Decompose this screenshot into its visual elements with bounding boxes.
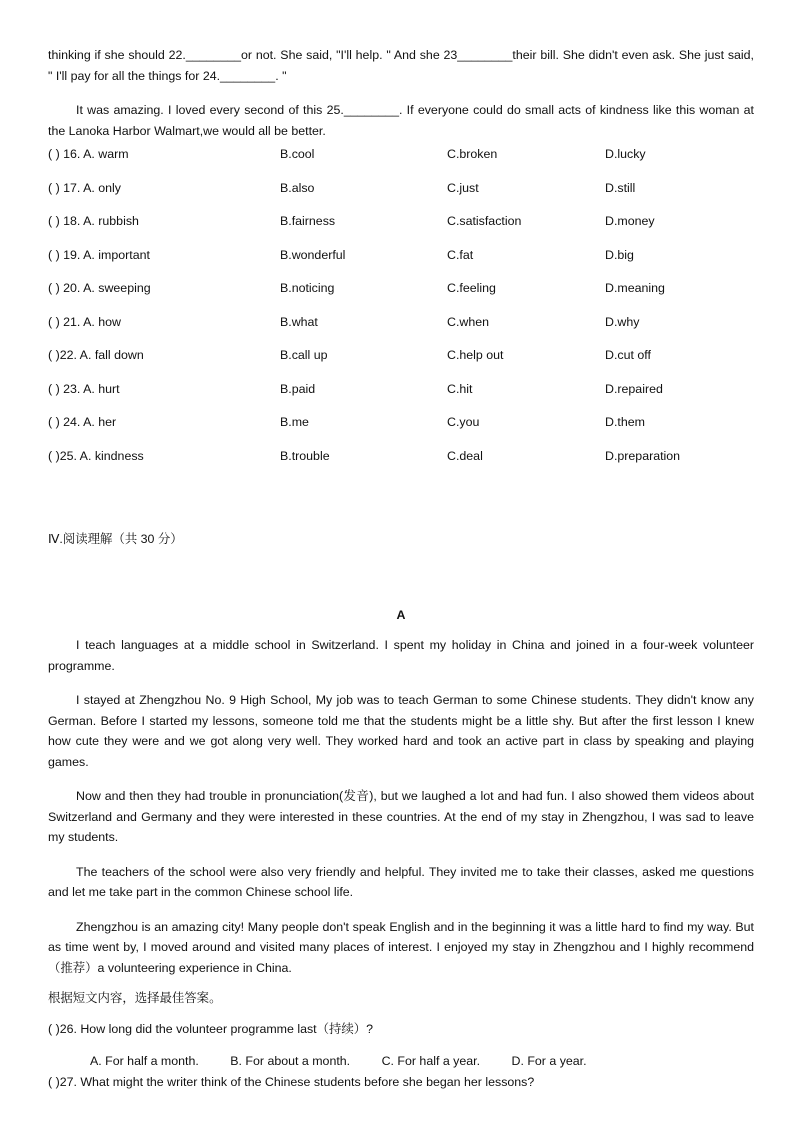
- option-row-24: [48, 412, 754, 446]
- option-a: ( )25. A. kindness: [48, 448, 144, 463]
- option-d: D.preparation: [605, 448, 681, 463]
- option-c: C.you: [447, 415, 480, 429]
- option-row-23: [48, 379, 754, 413]
- option-c: C.feeling: [447, 281, 496, 295]
- passage-heading: A: [396, 607, 406, 622]
- option-row-20: [48, 278, 754, 312]
- option-c: C.help out: [447, 348, 504, 362]
- question-26-options: [48, 1051, 754, 1072]
- option-b: B.me: [280, 415, 309, 429]
- option-b: B.also: [280, 180, 315, 195]
- option-d: D.meaning: [605, 281, 665, 295]
- option-a: ( ) 17. A. only: [48, 180, 122, 195]
- option-b: B.trouble: [280, 448, 330, 463]
- option-d: D.repaired: [605, 381, 663, 396]
- question-26-option-b: B. For about a month.: [230, 1054, 351, 1068]
- option-d: D.cut off: [605, 348, 651, 362]
- question-26-option-c: C. For half a year.: [381, 1054, 481, 1068]
- passage-paragraph-5: Zhengzhou is an amazing city! Many people don't speak English and in the beginning it was a little hard to find my way. But as time went by, I moved around and visited many places of interest. I enjoyed my stay in Zhengzhou and I highly recommend（推荐）a volunteering experience in China.: [48, 919, 754, 975]
- option-row-18: [48, 211, 754, 245]
- option-row-21: [48, 312, 754, 346]
- passage-paragraph-3: Now and then they had trouble in pronunciation(发音), but we laughed a lot and had fun. I also showed them videos about Switzerland and Germany and they were interested in these countries. At the end of my stay in Zhengzhou, I was sad to leave my students.: [48, 789, 754, 844]
- passage-paragraph-2: I stayed at Zhengzhou No. 9 High School, My job was to teach German to some Chinese students. They didn't know any German. Before I started my lessons, someone told me that the students might be a little shy. But after the first lesson I knew how cute they were and we got along very well. They worked hard and took an active part in class by speaking and playing games.: [48, 693, 754, 769]
- option-d: D.lucky: [605, 147, 646, 161]
- passage-paragraph-1: I teach languages at a middle school in Switzerland. I spent my holiday in China and joined in a four-week volunteer programme.: [48, 638, 754, 673]
- option-b: B.call up: [280, 348, 328, 362]
- option-c: C.broken: [447, 147, 498, 161]
- option-d: D.still: [605, 180, 636, 195]
- exam-page: [48, 45, 754, 1092]
- question-26-option-a: A. For half a month.: [90, 1054, 199, 1068]
- option-row-16: [48, 144, 754, 178]
- option-row-17: [48, 178, 754, 212]
- question-26: ( )26. How long did the volunteer programme last（持续）?: [48, 1021, 374, 1036]
- option-d: D.big: [605, 247, 634, 262]
- passage-paragraph-4: The teachers of the school were also very friendly and helpful. They invited me to take their classes, asked me questions and let me take part in the common Chinese school life.: [48, 864, 754, 899]
- question-26-option-d: D. For a year.: [511, 1054, 587, 1068]
- option-a: ( )22. A. fall down: [48, 348, 144, 362]
- option-c: C.hit: [447, 381, 473, 396]
- option-b: B.what: [280, 314, 318, 329]
- section-title: Ⅳ.阅读理解（共 30 分）: [48, 532, 183, 546]
- option-c: C.deal: [447, 448, 483, 463]
- cloze-paragraph-2: It was amazing. I loved every second of this 25.________. If everyone could do small acts of kindness like this woman at the Lanoka Harbor Walmart,we would all be better.: [48, 103, 754, 138]
- option-row-25: [48, 446, 754, 480]
- option-b: B.cool: [280, 147, 315, 161]
- option-d: D.why: [605, 314, 640, 329]
- option-a: ( ) 21. A. how: [48, 314, 122, 329]
- instruction: 根据短文内容，选择最佳答案。: [48, 991, 222, 1005]
- option-d: D.them: [605, 415, 645, 429]
- option-a: ( ) 19. A. important: [48, 247, 150, 262]
- option-c: C.fat: [447, 247, 474, 262]
- option-row-19: [48, 245, 754, 279]
- option-b: B.paid: [280, 381, 316, 396]
- option-a: ( ) 18. A. rubbish: [48, 214, 139, 228]
- option-a: ( ) 23. A. hurt: [48, 381, 120, 396]
- option-a: ( ) 20. A. sweeping: [48, 281, 151, 295]
- option-a: ( ) 24. A. her: [48, 415, 117, 429]
- option-b: B.noticing: [280, 281, 335, 295]
- option-c: C.just: [447, 180, 479, 195]
- option-b: B.wonderful: [280, 247, 346, 262]
- option-d: D.money: [605, 214, 655, 228]
- option-a: ( ) 16. A. warm: [48, 147, 129, 161]
- option-row-22: [48, 345, 754, 379]
- cloze-paragraph-1: thinking if she should 22.________or not. She said, "I'll help. " And she 23________their bill. She didn't even ask. She just said, " I'll pay for all the things for 24.________. ": [48, 48, 754, 83]
- options-table: [48, 144, 754, 479]
- option-c: C.satisfaction: [447, 214, 522, 228]
- option-c: C.when: [447, 314, 490, 329]
- option-b: B.fairness: [280, 214, 336, 228]
- question-27: ( )27. What might the writer think of the Chinese students before she began her lessons?: [48, 1074, 535, 1089]
